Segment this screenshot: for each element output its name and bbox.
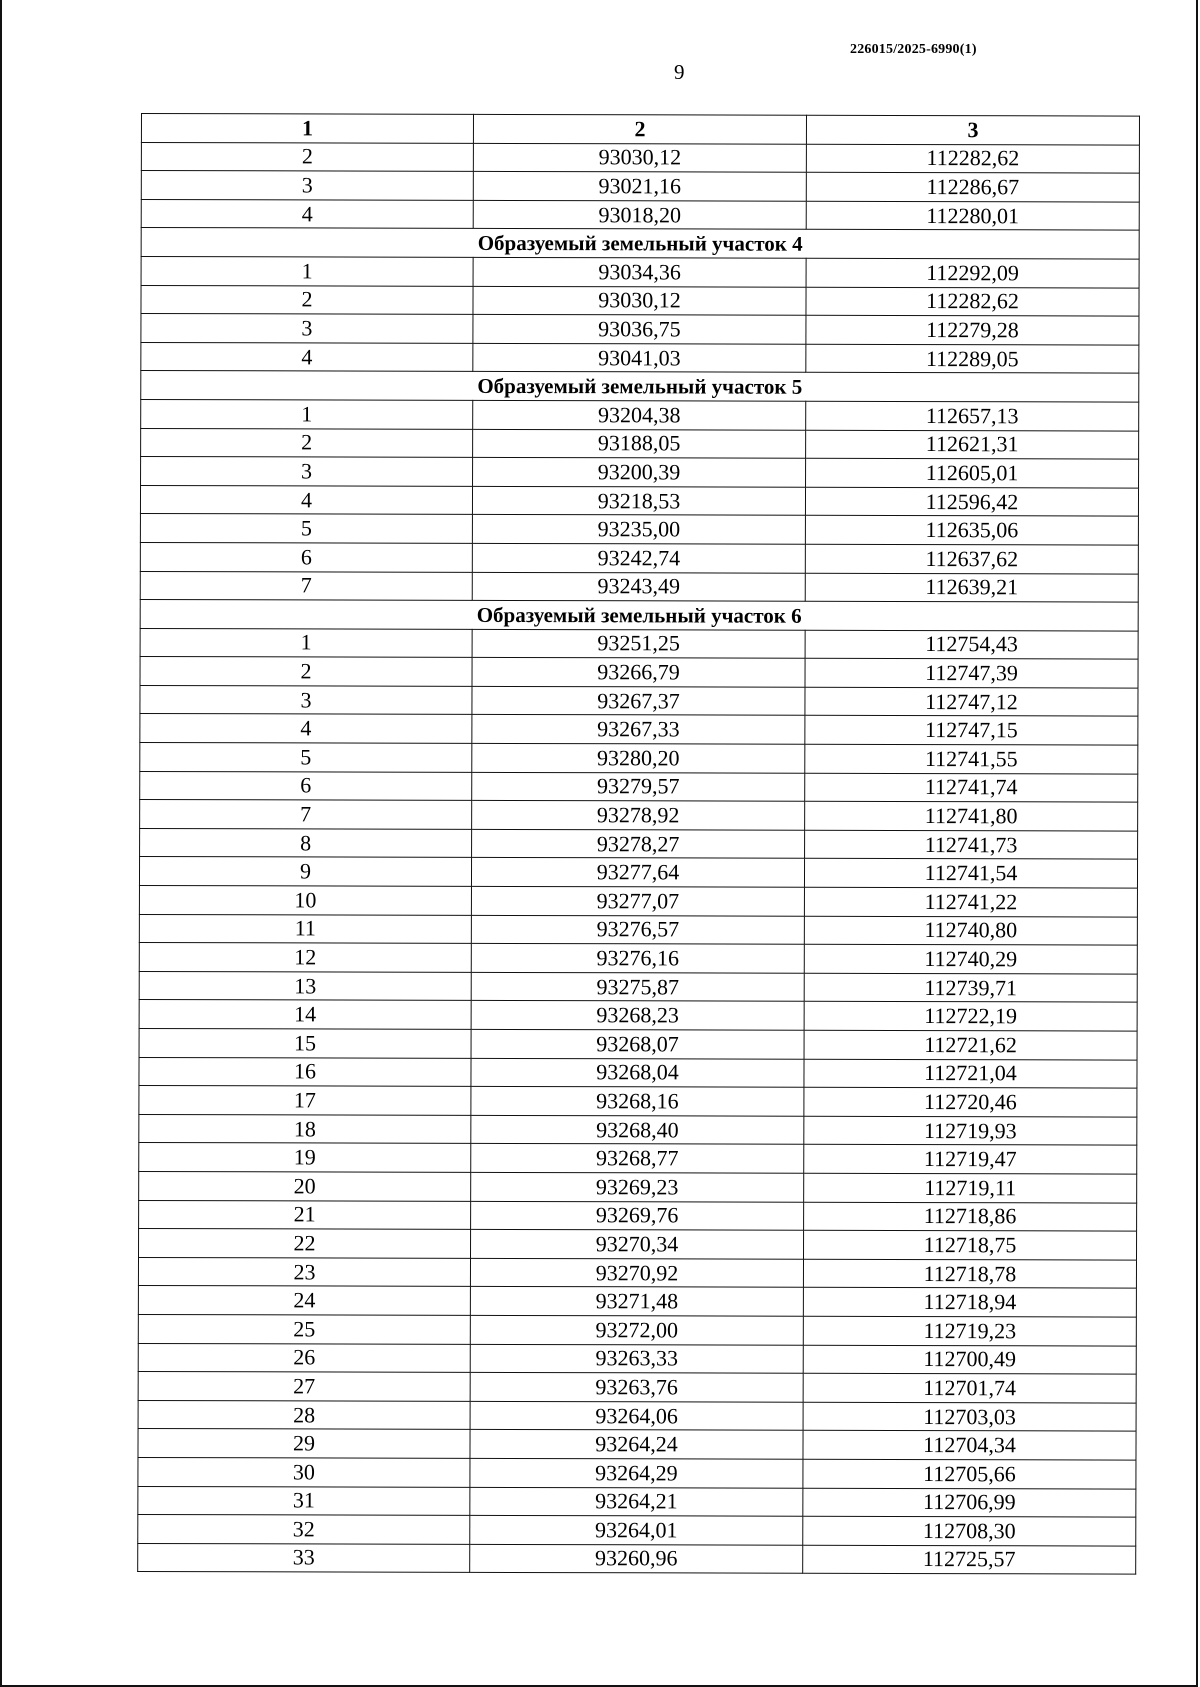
cell-y-coordinate: 112719,23 — [803, 1316, 1136, 1345]
cell-y-coordinate: 112621,31 — [806, 430, 1139, 459]
cell-y-coordinate: 112292,09 — [806, 258, 1139, 287]
cell-y-coordinate: 112747,15 — [805, 716, 1138, 745]
cell-point-number: 18 — [139, 1114, 471, 1143]
table-row — [138, 1314, 1136, 1345]
cell-point-number: 28 — [138, 1400, 470, 1429]
cell-point-number: 10 — [139, 886, 471, 915]
cell-x-coordinate: 93278,92 — [472, 801, 805, 830]
cell-x-coordinate: 93268,07 — [471, 1029, 804, 1058]
cell-y-coordinate: 112739,71 — [804, 973, 1137, 1002]
cell-y-coordinate: 112741,55 — [805, 744, 1138, 773]
cell-y-coordinate: 112700,49 — [803, 1345, 1136, 1374]
cell-point-number: 30 — [138, 1457, 470, 1486]
cell-point-number: 4 — [140, 714, 472, 743]
table-row — [138, 1372, 1136, 1403]
cell-x-coordinate: 93263,76 — [470, 1372, 803, 1401]
cell-point-number: 20 — [139, 1171, 471, 1200]
cell-y-coordinate: 112720,46 — [804, 1087, 1137, 1116]
cell-point-number: 13 — [139, 971, 471, 1000]
cell-point-number: 21 — [139, 1200, 471, 1229]
cell-x-coordinate: 93263,33 — [470, 1344, 803, 1373]
table-row — [139, 971, 1137, 1002]
table-row — [141, 457, 1139, 488]
cell-point-number: 26 — [138, 1343, 470, 1372]
cell-point-number: 6 — [140, 542, 472, 571]
cell-x-coordinate: 93036,75 — [473, 315, 806, 344]
cell-point-number: 16 — [139, 1057, 471, 1086]
cell-point-number: 17 — [139, 1086, 471, 1115]
section-title: Образуемый земельный участок 6 — [140, 600, 1138, 631]
cell-x-coordinate: 93030,12 — [473, 286, 806, 315]
cell-point-number: 33 — [138, 1543, 470, 1572]
cell-y-coordinate: 112282,62 — [806, 287, 1139, 316]
table-row — [139, 1086, 1137, 1117]
cell-y-coordinate: 112704,34 — [803, 1431, 1136, 1460]
cell-y-coordinate: 112721,62 — [804, 1030, 1137, 1059]
cell-y-coordinate: 112701,74 — [803, 1373, 1136, 1402]
cell-point-number: 7 — [140, 571, 472, 600]
table-row — [140, 485, 1138, 516]
cell-y-coordinate: 112722,19 — [804, 1002, 1137, 1031]
cell-point-number: 19 — [139, 1143, 471, 1172]
cell-x-coordinate: 93279,57 — [472, 772, 805, 801]
cell-x-coordinate: 93041,03 — [473, 343, 806, 372]
cell-y-coordinate: 112741,54 — [804, 859, 1137, 888]
table-row — [138, 1457, 1136, 1488]
cell-x-coordinate: 93200,39 — [473, 457, 806, 486]
cell-x-coordinate: 93243,49 — [472, 572, 805, 601]
table-row — [140, 800, 1138, 831]
cell-point-number: 25 — [138, 1314, 470, 1343]
table-row — [139, 1143, 1137, 1174]
cell-point-number: 3 — [141, 457, 473, 486]
table-row — [140, 743, 1138, 774]
cell-point-number: 22 — [139, 1229, 471, 1258]
cell-x-coordinate: 93018,20 — [473, 200, 806, 229]
cell-x-coordinate: 93271,48 — [470, 1287, 803, 1316]
cell-y-coordinate: 112657,13 — [806, 401, 1139, 430]
cell-x-coordinate: 93267,33 — [472, 715, 805, 744]
cell-x-coordinate: 93278,27 — [472, 829, 805, 858]
cell-x-coordinate: 93268,40 — [471, 1115, 804, 1144]
cell-y-coordinate: 112289,05 — [806, 344, 1139, 373]
cell-x-coordinate: 93235,00 — [472, 515, 805, 544]
cell-y-coordinate: 112740,29 — [804, 944, 1137, 973]
cell-y-coordinate: 112718,86 — [804, 1202, 1137, 1231]
cell-point-number: 1 — [141, 399, 473, 428]
cell-x-coordinate: 93272,00 — [470, 1315, 803, 1344]
cell-x-coordinate: 93276,57 — [471, 915, 804, 944]
cell-x-coordinate: 93021,16 — [473, 172, 806, 201]
table-row — [139, 914, 1137, 945]
cell-point-number: 2 — [140, 657, 472, 686]
table-row — [141, 256, 1139, 287]
cell-x-coordinate: 93269,76 — [471, 1201, 804, 1230]
cell-point-number: 9 — [139, 857, 471, 886]
cell-y-coordinate: 112719,47 — [804, 1145, 1137, 1174]
cell-y-coordinate: 112635,06 — [805, 516, 1138, 545]
cell-x-coordinate: 93260,96 — [470, 1544, 803, 1573]
table-row — [141, 285, 1139, 316]
cell-point-number: 3 — [140, 685, 472, 714]
cell-y-coordinate: 112706,99 — [803, 1488, 1136, 1517]
cell-y-coordinate: 112282,62 — [806, 144, 1139, 173]
cell-point-number: 24 — [138, 1286, 470, 1315]
cell-y-coordinate: 112639,21 — [805, 573, 1138, 602]
cell-point-number: 4 — [141, 342, 473, 371]
table-row — [141, 314, 1139, 345]
cell-point-number: 7 — [140, 800, 472, 829]
cell-point-number: 4 — [140, 485, 472, 514]
cell-point-number: 11 — [139, 914, 471, 943]
cell-point-number: 31 — [138, 1486, 470, 1515]
page-number: 9 — [674, 60, 685, 84]
cell-y-coordinate: 112747,39 — [805, 659, 1138, 688]
table-row — [139, 1200, 1137, 1231]
cell-point-number: 2 — [141, 285, 473, 314]
table-row — [140, 628, 1138, 659]
cell-y-coordinate: 112754,43 — [805, 630, 1138, 659]
cell-x-coordinate: 93264,01 — [470, 1515, 803, 1544]
table-row — [139, 1000, 1137, 1031]
cell-x-coordinate: 93264,21 — [470, 1487, 803, 1516]
table-row — [138, 1543, 1136, 1574]
cell-point-number: 1 — [141, 256, 473, 285]
table-row — [139, 943, 1137, 974]
cell-y-coordinate: 112279,28 — [806, 315, 1139, 344]
table-row — [138, 1286, 1136, 1317]
cell-x-coordinate: 93204,38 — [473, 400, 806, 429]
cell-x-coordinate: 93264,06 — [470, 1401, 803, 1430]
table-row — [141, 199, 1139, 230]
cell-x-coordinate: 93267,37 — [472, 686, 805, 715]
cell-point-number: 1 — [140, 628, 472, 657]
cell-point-number: 6 — [140, 771, 472, 800]
column-header-x: 2 — [473, 114, 806, 143]
cell-y-coordinate: 112705,66 — [803, 1459, 1136, 1488]
table-row — [139, 886, 1137, 917]
cell-x-coordinate: 93269,23 — [471, 1172, 804, 1201]
table-row — [140, 828, 1138, 859]
cell-x-coordinate: 93268,77 — [471, 1144, 804, 1173]
table-row — [140, 714, 1138, 745]
table-row — [138, 1400, 1136, 1431]
cell-x-coordinate: 93266,79 — [472, 658, 805, 687]
cell-x-coordinate: 93268,16 — [471, 1087, 804, 1116]
cell-x-coordinate: 93034,36 — [473, 257, 806, 286]
cell-y-coordinate: 112747,12 — [805, 687, 1138, 716]
cell-point-number: 3 — [141, 314, 473, 343]
cell-y-coordinate: 112741,74 — [805, 773, 1138, 802]
cell-point-number: 27 — [138, 1372, 470, 1401]
cell-x-coordinate: 93030,12 — [473, 143, 806, 172]
cell-x-coordinate: 93280,20 — [472, 743, 805, 772]
cell-x-coordinate: 93275,87 — [471, 972, 804, 1001]
cell-point-number: 2 — [141, 142, 473, 171]
cell-x-coordinate: 93242,74 — [472, 543, 805, 572]
cell-point-number: 15 — [139, 1028, 471, 1057]
cell-y-coordinate: 112719,11 — [804, 1173, 1137, 1202]
cell-x-coordinate: 93277,64 — [471, 858, 804, 887]
cell-y-coordinate: 112741,80 — [805, 801, 1138, 830]
cell-x-coordinate: 93270,92 — [470, 1258, 803, 1287]
table-row — [138, 1486, 1136, 1517]
table-row — [139, 1229, 1137, 1260]
table-row — [141, 428, 1139, 459]
cell-x-coordinate: 93277,07 — [471, 886, 804, 915]
table-row — [140, 771, 1138, 802]
cell-point-number: 8 — [140, 828, 472, 857]
table-row — [140, 657, 1138, 688]
cell-y-coordinate: 112741,22 — [804, 887, 1137, 916]
cell-point-number: 3 — [141, 171, 473, 200]
cell-point-number: 14 — [139, 1000, 471, 1029]
table-row — [139, 1114, 1137, 1145]
cell-x-coordinate: 93264,29 — [470, 1458, 803, 1487]
cell-point-number: 5 — [140, 743, 472, 772]
cell-y-coordinate: 112703,03 — [803, 1402, 1136, 1431]
coordinates-table — [137, 113, 1140, 1575]
cell-x-coordinate: 93188,05 — [473, 429, 806, 458]
cell-y-coordinate: 112718,94 — [803, 1288, 1136, 1317]
section-title-row — [141, 228, 1139, 259]
section-title: Образуемый земельный участок 4 — [141, 228, 1139, 259]
cell-point-number: 29 — [138, 1429, 470, 1458]
table-row — [139, 1057, 1137, 1088]
cell-y-coordinate: 112280,01 — [806, 201, 1139, 230]
table-row — [138, 1429, 1136, 1460]
cell-y-coordinate: 112286,67 — [806, 172, 1139, 201]
section-title-row — [141, 371, 1139, 402]
section-title: Образуемый земельный участок 5 — [141, 371, 1139, 402]
table-row — [138, 1515, 1136, 1546]
table-row — [139, 857, 1137, 888]
column-header-point: 1 — [141, 114, 473, 143]
table-row — [138, 1343, 1136, 1374]
table-row — [140, 571, 1138, 602]
table-row — [140, 514, 1138, 545]
cell-y-coordinate: 112740,80 — [804, 916, 1137, 945]
cell-y-coordinate: 112596,42 — [805, 487, 1138, 516]
cell-x-coordinate: 93264,24 — [470, 1430, 803, 1459]
table-row — [139, 1028, 1137, 1059]
table-row — [140, 685, 1138, 716]
cell-x-coordinate: 93276,16 — [471, 944, 804, 973]
table-row — [141, 342, 1139, 373]
table-row — [139, 1171, 1137, 1202]
table-row — [141, 171, 1139, 202]
cell-point-number: 12 — [139, 943, 471, 972]
cell-point-number: 5 — [140, 514, 472, 543]
table-header-row — [141, 114, 1139, 145]
cell-point-number: 4 — [141, 199, 473, 228]
cell-x-coordinate: 93268,23 — [471, 1001, 804, 1030]
cell-x-coordinate: 93218,53 — [472, 486, 805, 515]
cell-y-coordinate: 112719,93 — [804, 1116, 1137, 1145]
document-number: 226015/2025-6990(1) — [850, 42, 977, 57]
cell-x-coordinate: 93270,34 — [471, 1230, 804, 1259]
table-row — [141, 399, 1139, 430]
cell-y-coordinate: 112708,30 — [803, 1516, 1136, 1545]
table-row — [138, 1257, 1136, 1288]
cell-point-number: 23 — [138, 1257, 470, 1286]
cell-y-coordinate: 112637,62 — [805, 544, 1138, 573]
cell-y-coordinate: 112718,75 — [804, 1230, 1137, 1259]
table-row — [140, 542, 1138, 573]
cell-y-coordinate: 112725,57 — [803, 1545, 1136, 1574]
table-row — [141, 142, 1139, 173]
cell-y-coordinate: 112721,04 — [804, 1059, 1137, 1088]
table-body — [138, 114, 1140, 1575]
cell-y-coordinate: 112741,73 — [805, 830, 1138, 859]
cell-point-number: 32 — [138, 1515, 470, 1544]
section-title-row — [140, 600, 1138, 631]
cell-y-coordinate: 112718,78 — [803, 1259, 1136, 1288]
cell-x-coordinate: 93268,04 — [471, 1058, 804, 1087]
cell-x-coordinate: 93251,25 — [472, 629, 805, 658]
cell-point-number: 2 — [141, 428, 473, 457]
column-header-y: 3 — [806, 115, 1139, 144]
cell-y-coordinate: 112605,01 — [806, 458, 1139, 487]
